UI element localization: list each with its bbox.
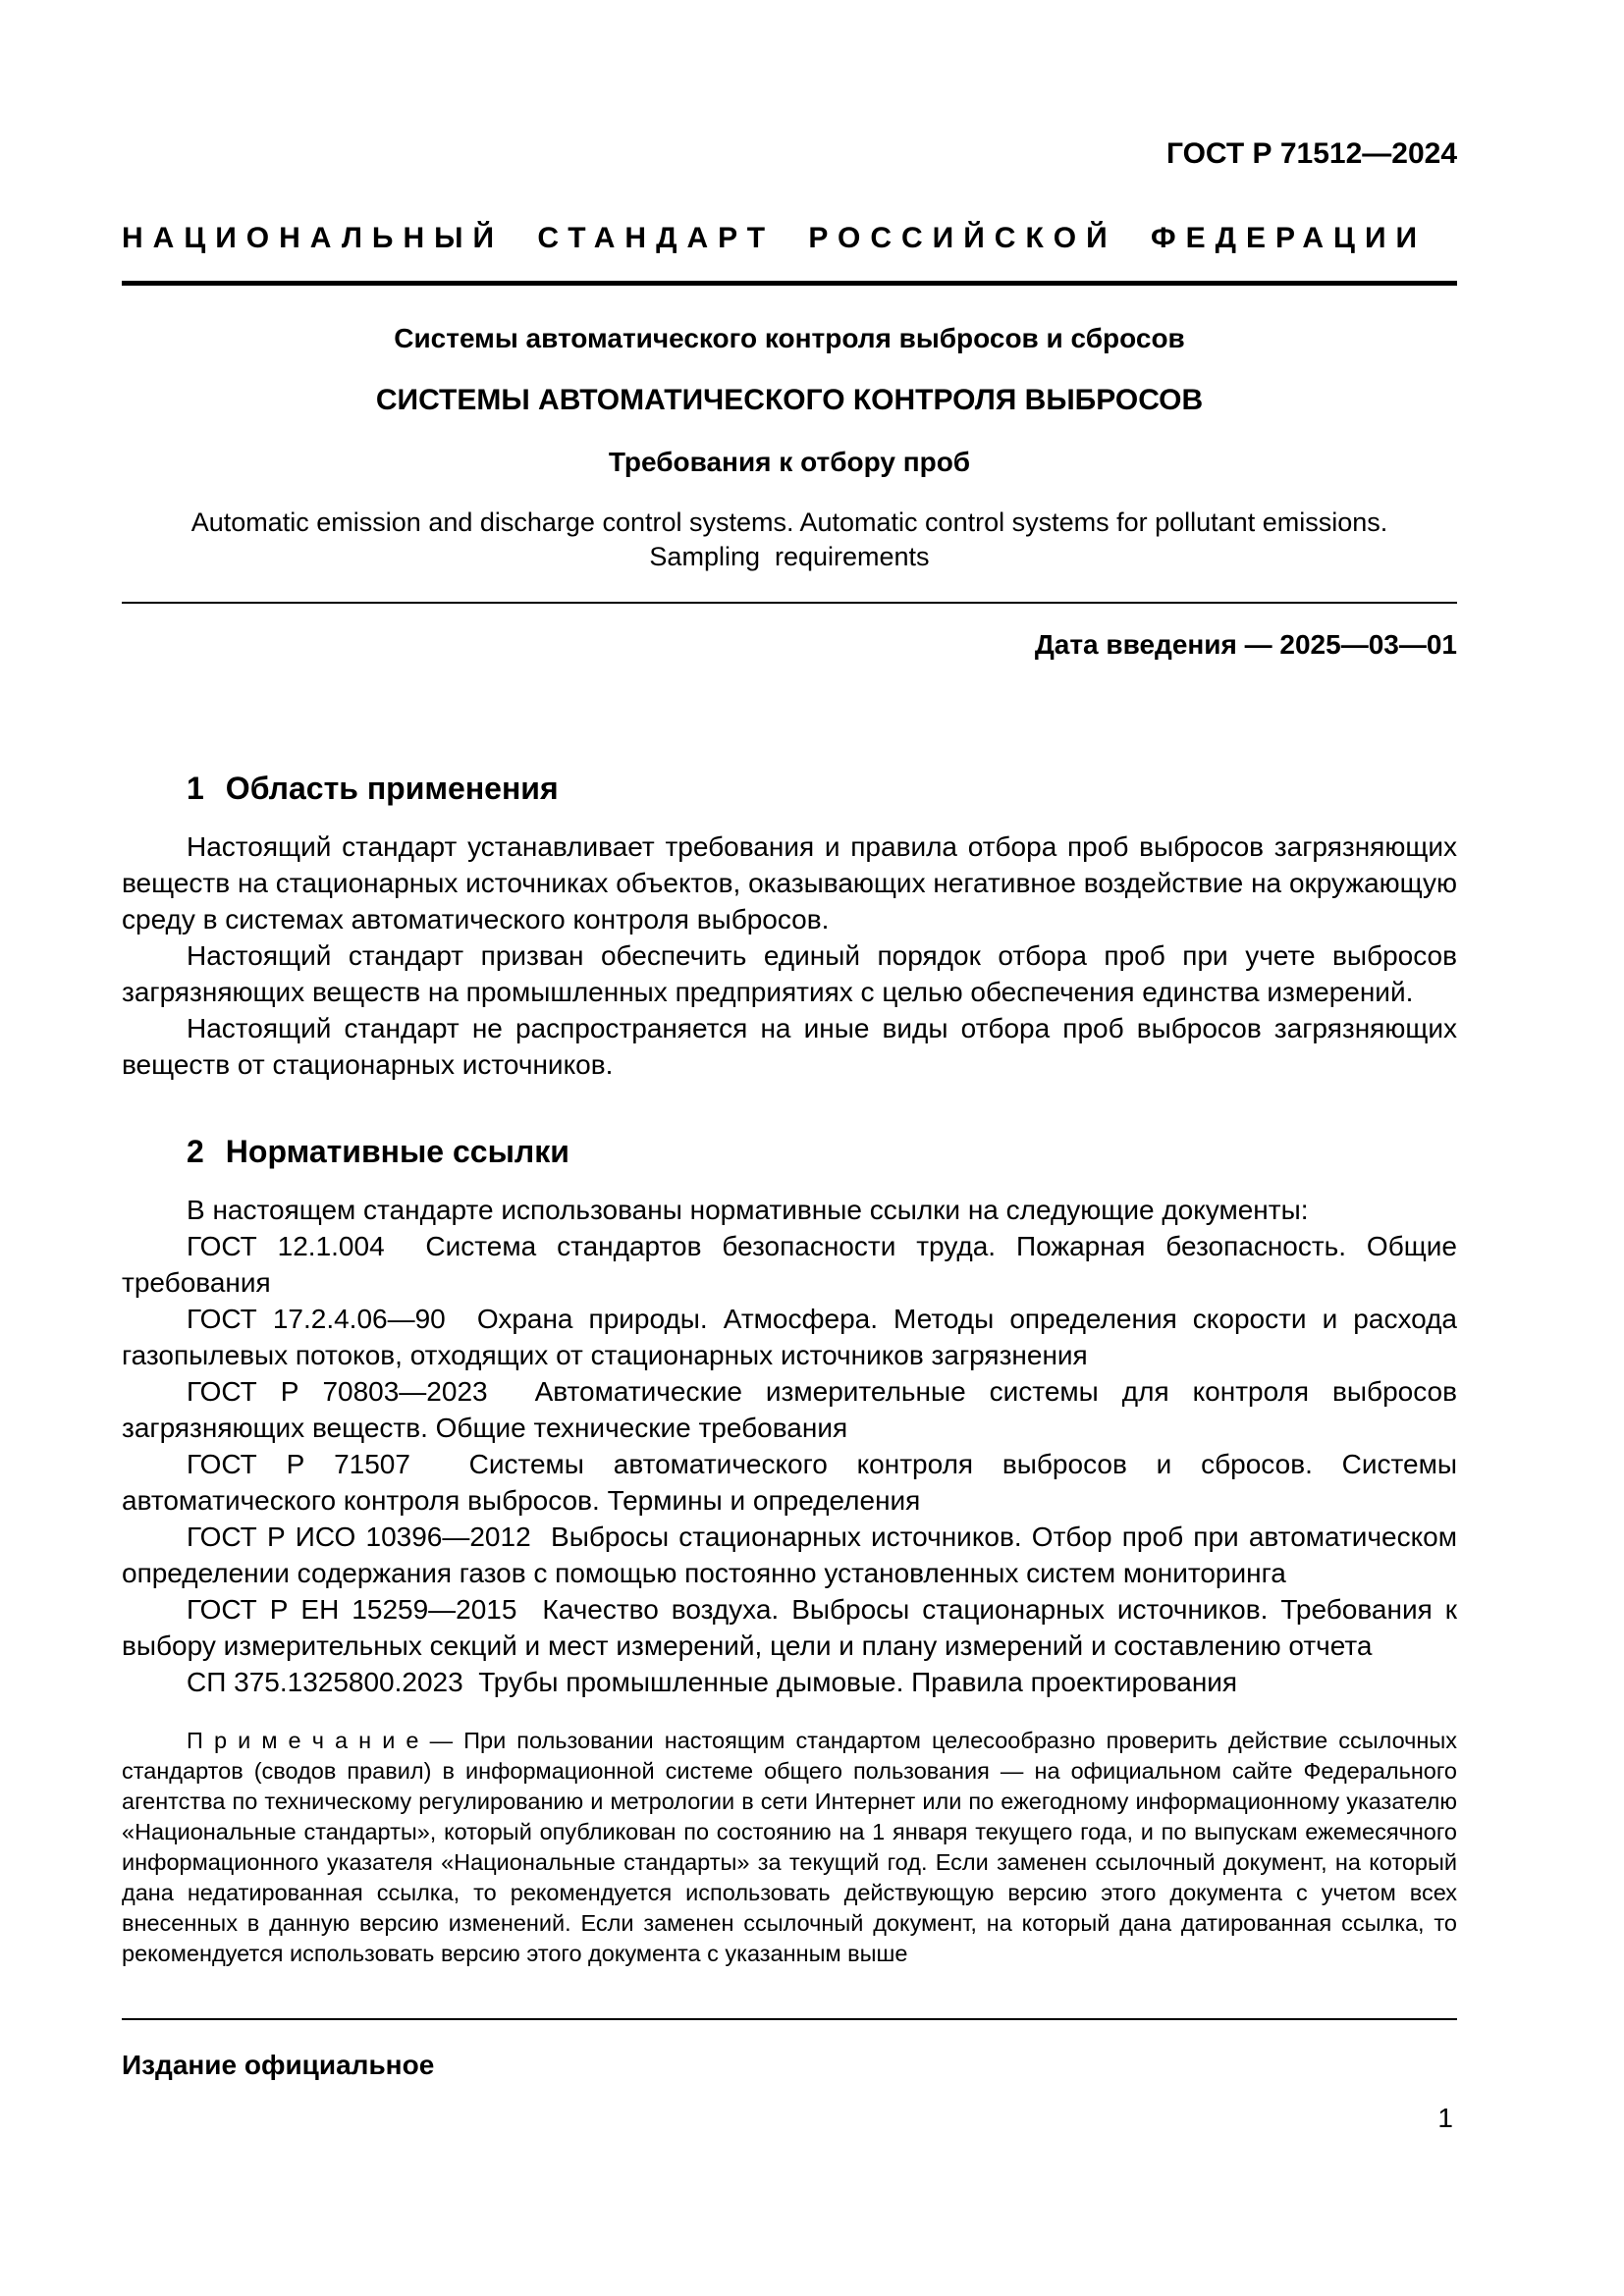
reference-item: ГОСТ Р ИСО 10396—2012 Выбросы стационарных источников. Отбор проб при автоматическом определении содержания газов с помощью постоянно установленных систем мониторинга (122, 1522, 1457, 1588)
standard-banner: НАЦИОНАЛЬНЫЙ СТАНДАРТ РОССИЙСКОЙ ФЕДЕРАЦИИ (122, 222, 1428, 254)
group-title: Системы автоматического контроля выбросов и сбросов (394, 323, 1185, 353)
reference-item: СП 375.1325800.2023 Трубы промышленные дымовые. Правила проектирования (187, 1667, 1238, 1697)
section-2-number: 2 (187, 1134, 204, 1169)
title-block (122, 286, 1457, 574)
section-1-title: Область применения (225, 771, 559, 806)
section-2-title: Нормативные ссылки (225, 1134, 569, 1169)
page-number: 1 (1437, 2103, 1453, 2133)
section-1-number: 1 (187, 771, 204, 806)
main-title: СИСТЕМЫ АВТОМАТИЧЕСКОГО КОНТРОЛЯ ВЫБРОСОВ (375, 384, 1204, 416)
section-1-heading (122, 771, 1457, 807)
edition-note: Издание официальное (122, 2050, 435, 2080)
title-english-line-1: Automatic emission and discharge control systems. Automatic control systems for pollutant emissions. (190, 507, 1388, 537)
section-2-heading (122, 1134, 1457, 1170)
title-english (122, 506, 1457, 574)
reference-item: ГОСТ Р 71507 Системы автоматического контроля выбросов и сбросов. Системы автоматического контроля выбросов. Термины и определения (122, 1449, 1457, 1516)
title-rule (122, 602, 1457, 604)
doc-code: ГОСТ Р 71512—2024 (1165, 137, 1457, 170)
paragraph: Настоящий стандарт не распространяется на иные виды отбора проб выбросов загрязняющих веществ от стационарных источников. (122, 1013, 1457, 1080)
footer-rule (122, 2018, 1457, 2020)
paragraph: Настоящий стандарт призван обеспечить единый порядок отбора проб при учете выбросов загрязняющих веществ на промышленных предприятиях с целью обеспечения единства измерений. (122, 940, 1457, 1007)
reference-item: ГОСТ 12.1.004 Система стандартов безопасности труда. Пожарная безопасность. Общие требования (122, 1231, 1457, 1298)
document-subtitle: Требования к отбору проб (608, 447, 971, 477)
section-2-note: П р и м е ч а н и е — При пользовании настоящим стандартом целесообразно проверить действие ссылочных стандартов (сводов правил) в информационной системе общего пользования — на официальном сайте Федерального агентства по техническому регулированию и метрологии в сети Интернет или по ежегодному информационному указателю «Национальные стандарты», который опубликован по состоянию на 1 января текущего года, и по выпускам ежемесячного информационного указателя «Национальные стандарты» за текущий год. Если заменен ссылочный документ, на который дана недатированная ссылка, то рекомендуется использовать действующую версию этого документа с учетом всех внесенных в данную версию изменений. Если заменен ссылочный документ, на который дана датированная ссылка, то рекомендуется использовать версию этого документа с указанным выше (122, 1728, 1457, 1966)
reference-item: ГОСТ Р 70803—2023 Автоматические измерительные системы для контроля выбросов загрязняющих веществ. Общие технические требования (122, 1376, 1457, 1443)
spacer (122, 1969, 1457, 2018)
reference-item: ГОСТ Р ЕН 15259—2015 Качество воздуха. Выбросы стационарных источников. Требования к выбору измерительных секций и мест измерений, цели и плану измерений и составлению отчета (122, 1594, 1457, 1661)
reference-item: ГОСТ 17.2.4.06—90 Охрана природы. Атмосфера. Методы определения скорости и расхода газопылевых потоков, отходящих от стационарных источников загрязнения (122, 1304, 1457, 1370)
title-english-line-2: Sampling requirements (649, 542, 930, 571)
paragraph: Настоящий стандарт устанавливает требования и правила отбора проб выбросов загрязняющих веществ на стационарных источниках объектов, оказывающих негативное воздействие на окружающую среду в системах автоматического контроля выбросов. (122, 831, 1457, 934)
section-2-intro: В настоящем стандарте использованы нормативные ссылки на следующие документы: (187, 1195, 1309, 1225)
section-1-body (122, 828, 1457, 1083)
section-2-body (122, 1192, 1457, 1700)
effective-date: Дата введения — 2025—03—01 (1034, 629, 1457, 660)
